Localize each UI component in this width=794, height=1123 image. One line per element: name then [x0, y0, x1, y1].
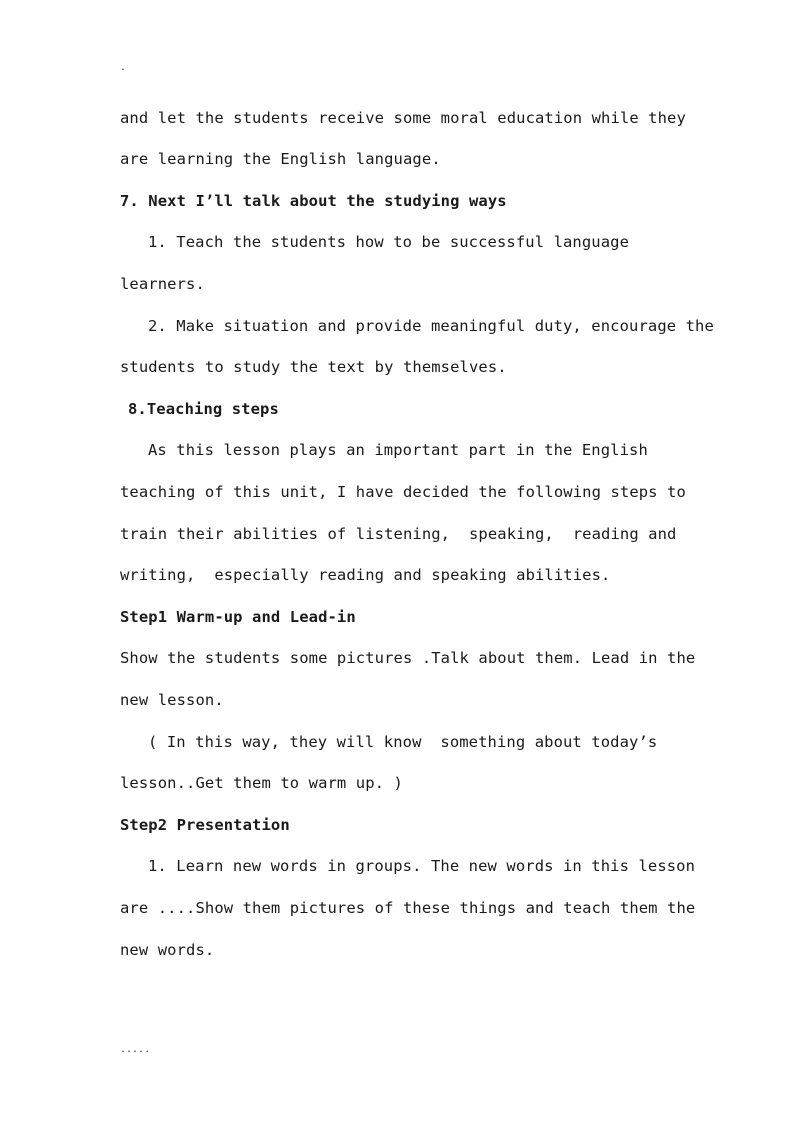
header-mark: .: [120, 62, 127, 73]
paragraph-line: and let the students receive some moral education while they: [120, 109, 686, 127]
paragraph-line: train their abilities of listening, speaking, reading and: [120, 525, 677, 543]
list-item-continuation: are ....Show them pictures of these things and teach them the: [120, 899, 696, 917]
paragraph-line: Show the students some pictures .Talk about them. Lead in the: [120, 649, 696, 667]
paragraph-line: new lesson.: [120, 691, 224, 709]
paragraph-line: writing, especially reading and speaking abilities.: [120, 566, 611, 584]
list-item: 1. Learn new words in groups. The new words in this lesson: [148, 857, 696, 875]
list-item-continuation: learners.: [120, 275, 205, 293]
step-heading-presentation: Step2 Presentation: [120, 816, 290, 834]
list-item-continuation: students to study the text by themselves.: [120, 358, 507, 376]
list-item: 2. Make situation and provide meaningful duty, encourage the: [148, 317, 714, 335]
step-heading-warm-up: Step1 Warm-up and Lead-in: [120, 608, 356, 626]
section-heading-teaching-steps: 8.Teaching steps: [128, 400, 279, 418]
paragraph-line: As this lesson plays an important part in the English: [148, 441, 648, 459]
list-item: 1. Teach the students how to be successful language: [148, 233, 630, 251]
paragraph-line: lesson..Get them to warm up. ): [120, 774, 403, 792]
paragraph-line: ( In this way, they will know something about today’s: [148, 733, 658, 751]
section-heading-studying-ways: 7. Next I’ll talk about the studying ways: [120, 192, 507, 210]
paragraph-line: teaching of this unit, I have decided the following steps to: [120, 483, 686, 501]
footer-mark: .....: [120, 1044, 151, 1055]
paragraph-line: are learning the English language.: [120, 150, 441, 168]
list-item-continuation: new words.: [120, 941, 215, 959]
